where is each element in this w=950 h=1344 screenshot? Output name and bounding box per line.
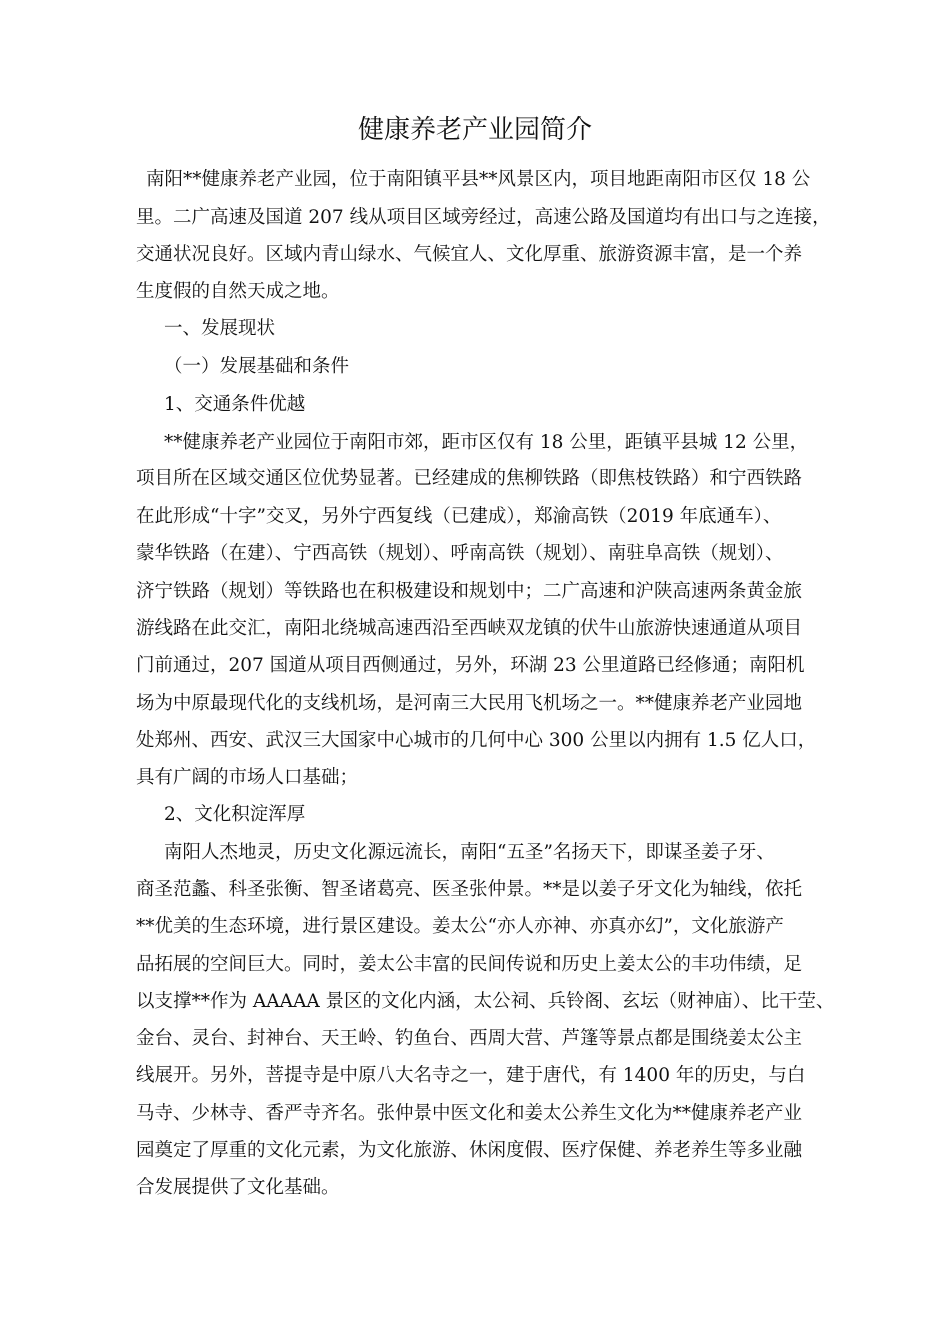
item-heading: 1、交通条件优越 [164, 394, 306, 415]
paragraph-line: 具有广阔的市场人口基础； [136, 767, 359, 788]
document-title: 健康养老产业园简介 [357, 115, 592, 145]
paragraph-line: **优美的生态环境，进行景区建设。姜太公“亦人亦神、亦真亦幻”，文化旅游产 [136, 916, 784, 937]
paragraph-line: 里。二广高速及国道 207 线从项目区域旁经过，高速公路及国道均有出口与之连接， [136, 207, 831, 228]
paragraph-line: 项目所在区域交通区位优势显著。已经建成的焦柳铁路（即焦枝铁路）和宁西铁路 [136, 468, 803, 489]
paragraph-line: 济宁铁路（规划）等铁路也在积极建设和规划中；二广高速和沪陕高速两条黄金旅 [136, 581, 803, 602]
item-heading: 2、文化积淀浑厚 [164, 804, 306, 825]
paragraph-line: 线展开。另外，菩提寺是中原八大名寺之一，建于唐代，有 1400 年的历史，与白 [136, 1065, 806, 1086]
paragraph-line: 生度假的自然天成之地。 [136, 281, 340, 302]
paragraph-line: 马寺、少林寺、香严寺齐名。张仲景中医文化和姜太公养生文化为**健康养老产业 [136, 1103, 803, 1124]
paragraph-line: 以支撑**作为 AAAAA 景区的文化内涵，太公祠、兵铃阁、玄坛（财神庙）、比干茔、 [136, 991, 835, 1012]
section-heading: 一、发展现状 [164, 318, 276, 339]
paragraph-line: 园奠定了厚重的文化元素，为文化旅游、休闲度假、医疗保健、养老养生等多业融 [136, 1140, 803, 1161]
paragraph-line: 商圣范蠡、科圣张衡、智圣诸葛亮、医圣张仲景。**是以姜子牙文化为轴线，依托 [136, 879, 803, 900]
paragraph-line: 游线路在此交汇，南阳北绕城高速西沿至西峡双龙镇的伏牛山旅游快速通道从项目 [136, 618, 803, 639]
paragraph-line: 处郑州、西安、武汉三大国家中心城市的几何中心 300 公里以内拥有 1.5 亿人口， [136, 730, 817, 751]
paragraph-line: 南阳人杰地灵，历史文化源远流长，南阳“五圣”名扬天下，即谋圣姜子牙、 [164, 842, 775, 863]
paragraph-line: 金台、灵台、封神台、天王岭、钓鱼台、西周大营、芦篷等景点都是围绕姜太公主 [136, 1028, 803, 1049]
paragraph-line: 合发展提供了文化基础。 [136, 1177, 340, 1198]
paragraph-line: 场为中原最现代化的支线机场，是河南三大民用飞机场之一。**健康养老产业园地 [136, 693, 803, 714]
paragraph-line: **健康养老产业园位于南阳市郊，距市区仅有 18 公里，距镇平县城 12 公里， [164, 432, 809, 453]
paragraph-line: 在此形成“十字”交叉，另外宁西复线（已建成），郑渝高铁（2019 年底通车）、 [136, 506, 782, 527]
paragraph-line: 门前通过，207 国道从项目西侧通过，另外，环湖 23 公里道路已经修通；南阳机 [136, 655, 805, 676]
paragraph-line: 蒙华铁路（在建）、宁西高铁（规划）、呼南高铁（规划）、南驻阜高铁（规划）、 [136, 543, 784, 564]
paragraph-line: 品拓展的空间巨大。同时，姜太公丰富的民间传说和历史上姜太公的丰功伟绩，足 [136, 954, 803, 975]
paragraph-line: 交通状况良好。区域内青山绿水、气候宜人、文化厚重、旅游资源丰富，是一个养 [136, 244, 803, 265]
paragraph-line: 南阳**健康养老产业园，位于南阳镇平县**风景区内，项目地距南阳市区仅 18 公 [146, 169, 811, 190]
subsection-heading: （一）发展基础和条件 [164, 356, 350, 377]
